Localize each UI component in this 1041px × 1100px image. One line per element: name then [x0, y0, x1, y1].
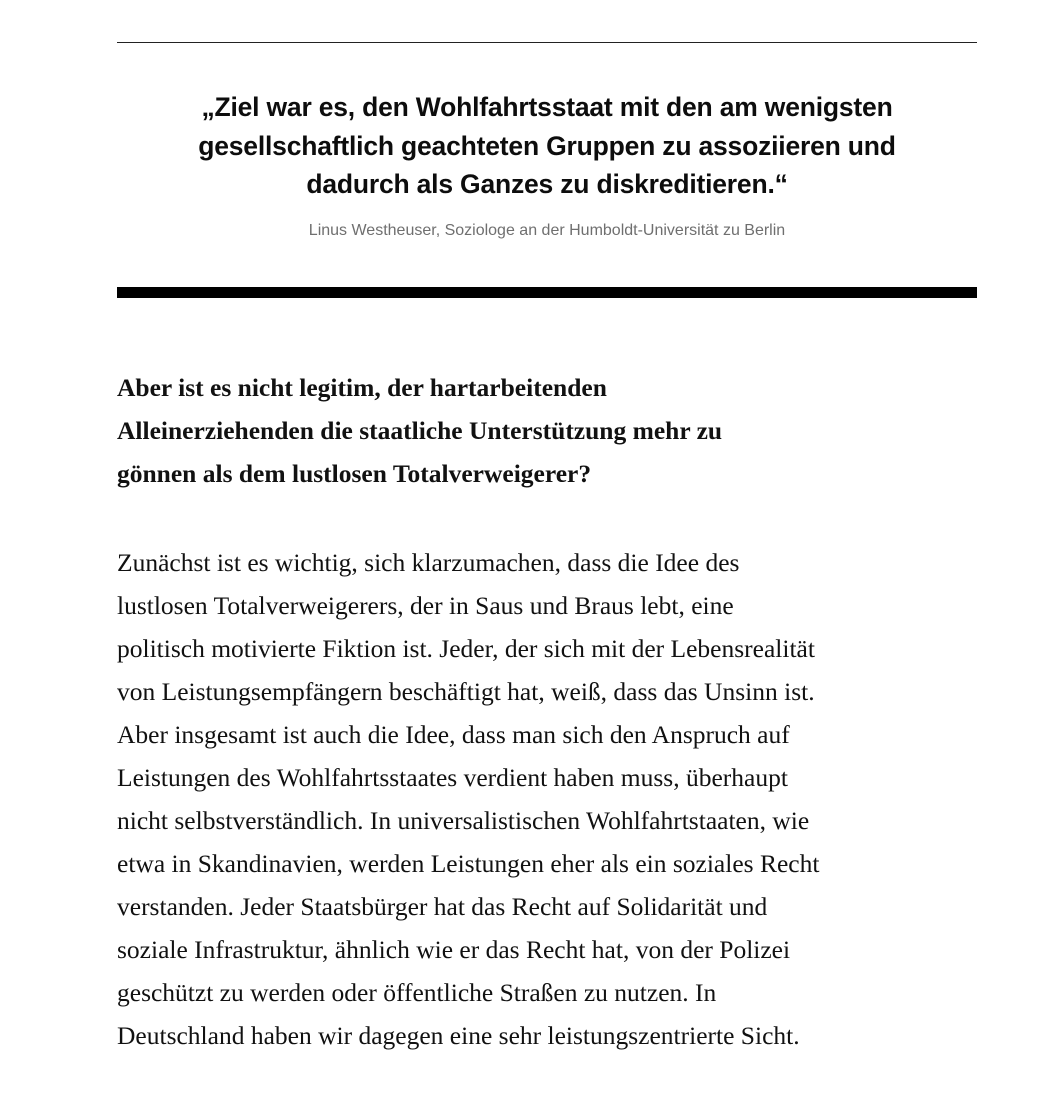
- answer-line: von Leistungsempfängern beschäftigt hat, weiß, dass das Unsinn ist.: [117, 677, 815, 706]
- question-line: Alleinerziehenden die staatliche Unterstützung mehr zu: [117, 416, 723, 445]
- answer-line: Zunächst ist es wichtig, sich klarzumachen, dass die Idee des: [117, 548, 740, 577]
- quote-text: [117, 88, 977, 204]
- interview-answer: [117, 541, 987, 1057]
- answer-line: etwa in Skandinavien, werden Leistungen eher als ein soziales Recht: [117, 849, 820, 878]
- quote-line: dadurch als Ganzes zu diskreditieren.“: [306, 169, 788, 199]
- answer-line: lustlosen Totalverweigerers, der in Saus und Braus lebt, eine: [117, 591, 734, 620]
- answer-line: Aber insgesamt ist auch die Idee, dass man sich den Anspruch auf: [117, 720, 790, 749]
- interview-question: [117, 366, 917, 495]
- quote-line: gesellschaftlich geachteten Gruppen zu assoziieren und: [198, 130, 896, 161]
- answer-line: Deutschland haben wir dagegen eine sehr leistungszentrierte Sicht.: [117, 1021, 800, 1050]
- answer-line: soziale Infrastruktur, ähnlich wie er das Recht hat, von der Polizei: [117, 935, 791, 964]
- quote-top-divider: [117, 42, 977, 43]
- answer-line: geschützt zu werden oder öffentliche Straßen zu nutzen. In: [117, 978, 717, 1007]
- answer-line: Leistungen des Wohlfahrtsstaates verdient haben muss, überhaupt: [117, 763, 788, 792]
- quote-bottom-divider: [117, 287, 977, 298]
- question-line: Aber ist es nicht legitim, der hartarbeitenden: [117, 373, 607, 402]
- answer-line: nicht selbstverständlich. In universalistischen Wohlfahrtstaaten, wie: [117, 806, 810, 835]
- quote-attribution: Linus Westheuser, Soziologe an der Humboldt-Universität zu Berlin: [308, 222, 786, 239]
- answer-line: verstanden. Jeder Staatsbürger hat das Recht auf Solidarität und: [117, 892, 768, 921]
- question-line: gönnen als dem lustlosen Totalverweigerer?: [117, 459, 592, 488]
- answer-line: politisch motivierte Fiktion ist. Jeder, der sich mit der Lebensrealität: [117, 634, 815, 663]
- quote-line: „Ziel war es, den Wohlfahrtsstaat mit den am wenigsten: [201, 92, 893, 122]
